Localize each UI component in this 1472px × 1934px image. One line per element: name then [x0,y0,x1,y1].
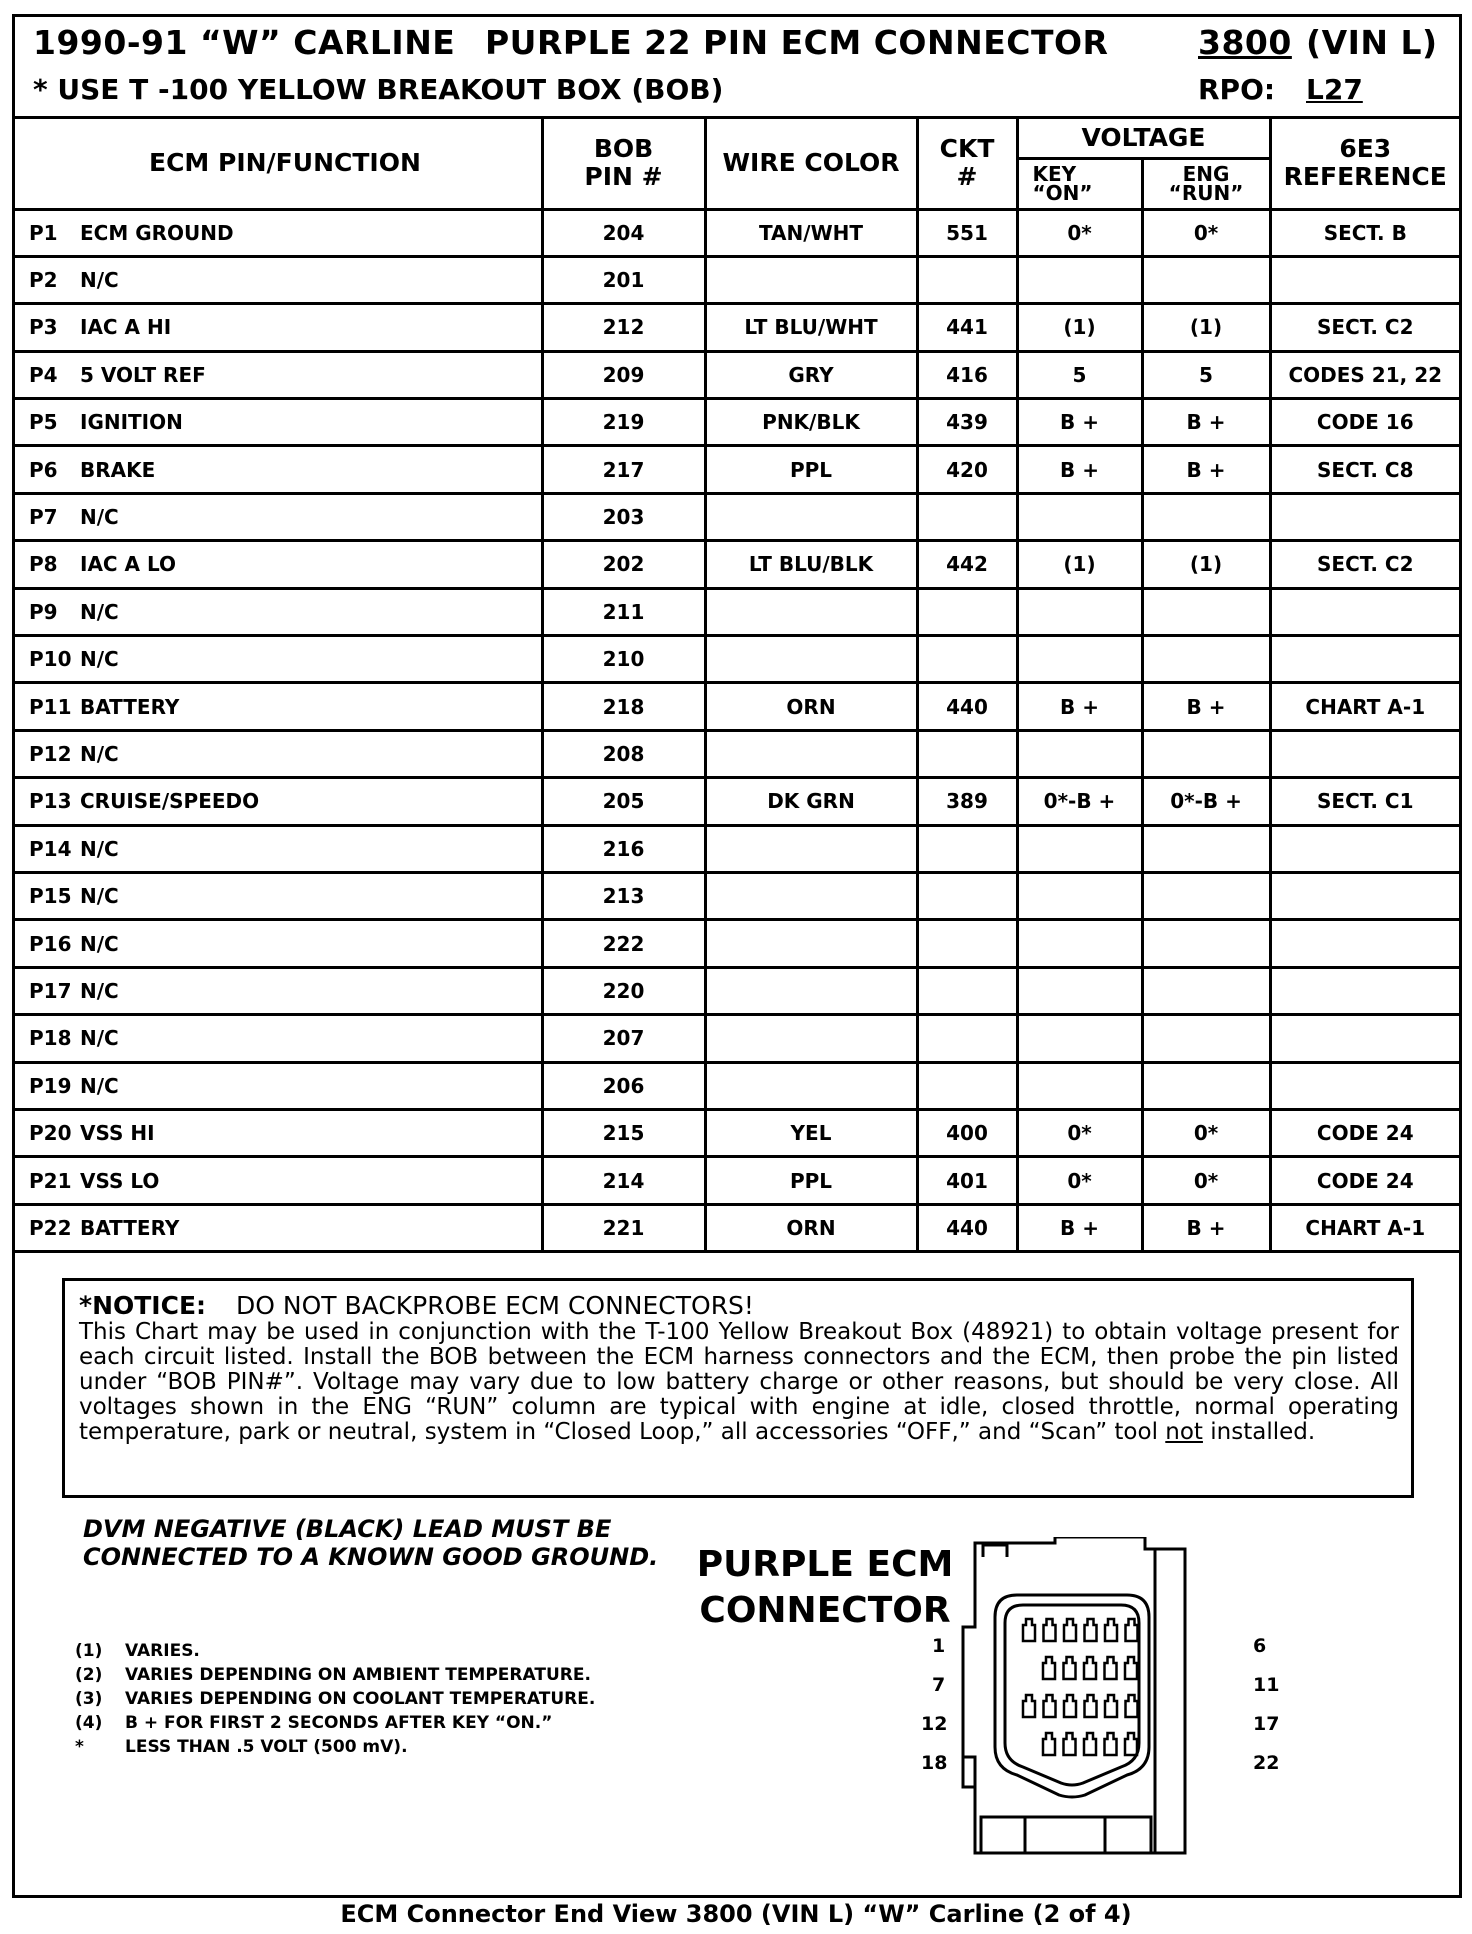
bob-pin: 209 [542,351,705,398]
pin-function [15,1015,542,1062]
key-on-voltage: 0* [1017,1109,1142,1156]
reference: SECT. C8 [1270,446,1459,493]
footnote: (4) B + FOR FIRST 2 SECONDS AFTER KEY “ON.” [75,1713,553,1733]
pin-label-22: 22 [1253,1752,1280,1774]
circuit-number: 441 [917,304,1017,351]
reference [1270,493,1459,540]
key-on-voltage: 0*-B + [1017,778,1142,825]
eng-run-voltage: B + [1142,399,1270,446]
key-on-voltage: (1) [1017,304,1142,351]
pin-function [15,636,542,683]
function-label: N/C [80,931,119,956]
wire-color [705,730,917,777]
function-label: BATTERY [80,1215,180,1240]
key-on-voltage [1017,493,1142,540]
eng-run-voltage [1142,730,1270,777]
key-on-voltage [1017,1015,1142,1062]
table-row [15,920,1459,967]
title-connector: PURPLE 22 PIN ECM CONNECTOR [485,23,1109,62]
table-row [15,588,1459,635]
table-row [15,825,1459,872]
connector-pins [1023,1619,1138,1755]
header-bob-pin: BOB PIN # [542,119,705,209]
footnotes [75,1639,595,1759]
function-label: BRAKE [80,457,156,482]
reference [1270,636,1459,683]
pin-function [15,351,542,398]
reference [1270,920,1459,967]
wire-color [705,825,917,872]
function-label: N/C [80,978,119,1003]
circuit-number [917,967,1017,1014]
pin-cavity [1126,1619,1138,1641]
circuit-number [917,256,1017,303]
reference: SECT. C1 [1270,778,1459,825]
key-on-voltage [1017,967,1142,1014]
table-row [15,636,1459,683]
pin-label-11: 11 [1253,1674,1280,1696]
pin-function [15,1204,542,1251]
pin-id: P22 [29,1215,72,1240]
circuit-number: 400 [917,1109,1017,1156]
pin-cavity [1105,1695,1117,1717]
table-row [15,399,1459,446]
reference: CHART A-1 [1270,1204,1459,1251]
wire-color: ORN [705,1204,917,1251]
circuit-number: 440 [917,1204,1017,1251]
footnote: (3) VARIES DEPENDING ON COOLANT TEMPERATURE. [75,1689,596,1709]
function-label: N/C [80,599,119,624]
reference: CODE 24 [1270,1157,1459,1204]
eng-run-voltage: B + [1142,683,1270,730]
reference: SECT. B [1270,209,1459,256]
wire-color [705,1015,917,1062]
bob-pin: 217 [542,446,705,493]
pin-cavity [1064,1657,1076,1679]
circuit-number [917,493,1017,540]
circuit-number: 442 [917,541,1017,588]
pin-label-18: 18 [921,1752,948,1774]
reference [1270,967,1459,1014]
eng-run-voltage: B + [1142,1204,1270,1251]
circuit-number: 440 [917,683,1017,730]
wire-color: LT BLU/BLK [705,541,917,588]
pin-function [15,1157,542,1204]
wire-color [705,636,917,683]
pin-id: P10 [29,647,72,672]
eng-run-voltage: B + [1142,446,1270,493]
header-eng-run: ENG “RUN” [1142,158,1270,209]
rpo-value: L27 [1306,73,1363,106]
pin-function [15,920,542,967]
pin-function [15,967,542,1014]
table-row [15,967,1459,1014]
pin-id: P11 [29,694,72,719]
pin-function [15,825,542,872]
wire-color [705,967,917,1014]
eng-run-voltage: 0* [1142,1157,1270,1204]
pin-cavity [1043,1733,1055,1755]
wire-color [705,256,917,303]
function-label: N/C [80,884,119,909]
eng-run-voltage [1142,872,1270,919]
pin-cavity [1085,1619,1097,1641]
pin-function [15,1062,542,1109]
table-row [15,1109,1459,1156]
bob-pin: 201 [542,256,705,303]
eng-run-voltage [1142,493,1270,540]
bob-pin: 202 [542,541,705,588]
eng-run-voltage: 0* [1142,1109,1270,1156]
reference: CHART A-1 [1270,683,1459,730]
pin-label-1: 1 [932,1635,946,1657]
key-on-voltage: B + [1017,399,1142,446]
eng-run-voltage: (1) [1142,304,1270,351]
wire-color: PPL [705,1157,917,1204]
bob-pin: 212 [542,304,705,351]
table-body [15,209,1459,1252]
circuit-number: 551 [917,209,1017,256]
pin-cavity [1023,1695,1035,1717]
function-label: ECM GROUND [80,220,234,245]
eng-run-voltage [1142,967,1270,1014]
key-on-voltage: 0* [1017,1157,1142,1204]
wire-color: LT BLU/WHT [705,304,917,351]
pin-cavity [1125,1657,1137,1679]
pin-cavity [1085,1695,1097,1717]
wire-color: DK GRN [705,778,917,825]
wire-color: PNK/BLK [705,399,917,446]
pin-cavity [1064,1733,1076,1755]
function-label: IAC A LO [80,552,177,577]
pin-id: P17 [29,978,72,1003]
pin-label-7: 7 [932,1674,946,1696]
wire-color: TAN/WHT [705,209,917,256]
bob-pin: 210 [542,636,705,683]
wire-color: ORN [705,683,917,730]
function-label: IAC A HI [80,315,172,340]
eng-run-voltage [1142,1062,1270,1109]
table-row [15,209,1459,256]
table-row [15,1062,1459,1109]
circuit-number [917,636,1017,683]
pin-id: P16 [29,931,72,956]
table-row [15,1157,1459,1204]
function-label: BATTERY [80,694,180,719]
circuit-number [917,825,1017,872]
pin-id: P12 [29,741,72,766]
pin-cavity [1064,1695,1076,1717]
pin-cavity [1043,1657,1055,1679]
header-function: ECM PIN/FUNCTION [15,119,542,209]
pin-label-12: 12 [921,1713,948,1735]
header-ckt: CKT # [917,119,1017,209]
key-on-voltage: 5 [1017,351,1142,398]
pin-id: P8 [29,552,58,577]
reference [1270,588,1459,635]
header-voltage: VOLTAGE [1017,119,1270,158]
table-row [15,1015,1459,1062]
circuit-number: 401 [917,1157,1017,1204]
bob-pin: 222 [542,920,705,967]
pin-cavity [1023,1619,1035,1641]
table-row [15,256,1459,303]
bob-pin: 203 [542,493,705,540]
pin-id: P2 [29,268,58,293]
pin-function [15,730,542,777]
sheet [12,14,1462,1898]
key-on-voltage: (1) [1017,541,1142,588]
key-on-voltage [1017,730,1142,777]
reference [1270,1015,1459,1062]
table-row [15,730,1459,777]
key-on-voltage [1017,256,1142,303]
eng-run-voltage [1142,920,1270,967]
pin-function [15,446,542,493]
bob-pin: 206 [542,1062,705,1109]
pin-function [15,683,542,730]
function-label: VSS HI [80,1121,155,1146]
engine-code: 3800 [1198,23,1292,62]
eng-run-voltage [1142,1015,1270,1062]
eng-run-voltage: 0*-B + [1142,778,1270,825]
table-row [15,683,1459,730]
bob-pin: 207 [542,1015,705,1062]
pin-id: P3 [29,315,58,340]
pin-id: P4 [29,362,58,387]
header [15,17,1459,119]
function-label: CRUISE/SPEEDO [80,789,260,814]
pin-function [15,493,542,540]
pin-cavity [1084,1657,1096,1679]
eng-run-voltage: 5 [1142,351,1270,398]
pin-id: P9 [29,599,58,624]
connector-diagram [915,1537,1255,1867]
circuit-number [917,730,1017,777]
circuit-number [917,588,1017,635]
pin-cavity [1125,1733,1137,1755]
pin-cavity [1084,1733,1096,1755]
function-label: N/C [80,268,119,293]
key-on-voltage: B + [1017,1204,1142,1251]
bob-pin: 204 [542,209,705,256]
title-carline: 1990-91 “W” CARLINE [33,23,456,62]
pin-function [15,872,542,919]
reference [1270,256,1459,303]
eng-run-voltage [1142,256,1270,303]
connector-title: PURPLE ECM CONNECTOR [696,1544,954,1631]
circuit-number: 416 [917,351,1017,398]
pin-function [15,541,542,588]
footnote: (2) VARIES DEPENDING ON AMBIENT TEMPERATURE. [75,1665,591,1685]
function-label: N/C [80,836,119,861]
bob-pin: 216 [542,825,705,872]
pin-label-17: 17 [1253,1713,1280,1735]
pin-id: P5 [29,410,58,435]
pin-cavity [1126,1695,1138,1717]
eng-run-voltage [1142,825,1270,872]
pin-function [15,304,542,351]
circuit-number: 439 [917,399,1017,446]
wire-color: GRY [705,351,917,398]
eng-run-voltage [1142,588,1270,635]
bob-pin: 219 [542,399,705,446]
pin-function [15,209,542,256]
pin-id: P21 [29,1168,72,1193]
key-on-voltage [1017,588,1142,635]
function-label: 5 VOLT REF [80,362,206,387]
footnote: (1) VARIES. [75,1641,200,1661]
key-on-voltage: B + [1017,446,1142,493]
eng-run-voltage: (1) [1142,541,1270,588]
table-row [15,872,1459,919]
key-on-voltage: B + [1017,683,1142,730]
function-label: IGNITION [80,410,183,435]
circuit-number [917,1062,1017,1109]
pin-id: P7 [29,505,58,530]
bob-pin: 208 [542,730,705,777]
table-row [15,351,1459,398]
reference: SECT. C2 [1270,304,1459,351]
circuit-number: 389 [917,778,1017,825]
reference: CODES 21, 22 [1270,351,1459,398]
vin-code: (VIN L) [1306,23,1438,62]
pin-function [15,778,542,825]
bob-pin: 205 [542,778,705,825]
function-label: VSS LO [80,1168,160,1193]
pin-cavity [1044,1695,1056,1717]
wire-color: YEL [705,1109,917,1156]
bob-pin: 218 [542,683,705,730]
pin-id: P20 [29,1121,72,1146]
table-row [15,1204,1459,1251]
circuit-number [917,1015,1017,1062]
key-on-voltage [1017,825,1142,872]
table-row [15,446,1459,493]
pin-function [15,256,542,303]
pin-cavity [1105,1657,1117,1679]
pin-id: P15 [29,884,72,909]
function-label: N/C [80,1073,119,1098]
function-label: N/C [80,1026,119,1051]
eng-run-voltage: 0* [1142,209,1270,256]
pin-id: P1 [29,220,58,245]
pin-id: P18 [29,1026,72,1051]
circuit-number [917,872,1017,919]
circuit-number [917,920,1017,967]
notice-box [62,1278,1414,1498]
key-on-voltage [1017,636,1142,683]
wire-color [705,872,917,919]
pin-cavity [1105,1619,1117,1641]
reference [1270,872,1459,919]
key-on-voltage [1017,872,1142,919]
header-wire-color: WIRE COLOR [705,119,917,209]
eng-run-voltage [1142,636,1270,683]
table-row [15,541,1459,588]
wire-color: PPL [705,446,917,493]
circuit-number: 420 [917,446,1017,493]
pin-function [15,588,542,635]
pin-id: P13 [29,789,72,814]
table-row [15,778,1459,825]
reference [1270,1062,1459,1109]
bob-pin: 211 [542,588,705,635]
key-on-voltage [1017,920,1142,967]
wire-color [705,1062,917,1109]
reference: SECT. C2 [1270,541,1459,588]
reference: CODE 16 [1270,399,1459,446]
pin-function [15,399,542,446]
subtitle: * USE T -100 YELLOW BREAKOUT BOX (BOB) [33,73,724,106]
wire-color [705,493,917,540]
rpo-label: RPO: [1198,73,1276,106]
notice-title: *NOTICE: DO NOT BACKPROBE ECM CONNECTORS! [79,1291,754,1320]
pin-cavity [1064,1619,1076,1641]
bob-pin: 221 [542,1204,705,1251]
table-row [15,304,1459,351]
caption: ECM Connector End View 3800 (VIN L) “W” Carline (2 of 4) [340,1900,1132,1928]
reference [1270,825,1459,872]
pin-id: P14 [29,836,72,861]
pin-function [15,1109,542,1156]
pin-cavity [1105,1733,1117,1755]
wire-color [705,588,917,635]
wire-color [705,920,917,967]
key-on-voltage: 0* [1017,209,1142,256]
bob-pin: 213 [542,872,705,919]
reference: CODE 24 [1270,1109,1459,1156]
function-label: N/C [80,647,119,672]
header-reference: 6E3 REFERENCE [1270,119,1459,209]
reference [1270,730,1459,777]
pin-cavity [1044,1619,1056,1641]
notice-body: This Chart may be used in conjunction with the T-100 Yellow Breakout Box (48921) to obtain voltage present for each circuit listed. Install the BOB between the ECM harness connectors and the ECM, then probe the pin listed under “BOB PIN#”. Voltage may vary due to low battery charge or other reasons, but should be very close. All voltages shown in the ENG “RUN” column are typical with engine at idle, closed throttle, normal operating temperature, park or neutral, system in “Closed Loop,” all accessories “OFF,” and “Scan” tool not installed. [79,1319,1399,1445]
key-on-voltage [1017,1062,1142,1109]
pin-id: P19 [29,1073,72,1098]
bob-pin: 214 [542,1157,705,1204]
footnote: * LESS THAN .5 VOLT (500 mV). [75,1737,408,1757]
bob-pin: 215 [542,1109,705,1156]
table-row [15,493,1459,540]
header-key-on: KEY “ON” [1017,158,1142,209]
dvm-warning: DVM NEGATIVE (BLACK) LEAD MUST BE CONNECTED TO A KNOWN GOOD GROUND. [83,1515,659,1571]
pin-id: P6 [29,457,58,482]
ecm-pin-table [15,119,1459,1253]
bob-pin: 220 [542,967,705,1014]
pin-label-6: 6 [1253,1635,1267,1657]
function-label: N/C [80,505,119,530]
function-label: N/C [80,741,119,766]
